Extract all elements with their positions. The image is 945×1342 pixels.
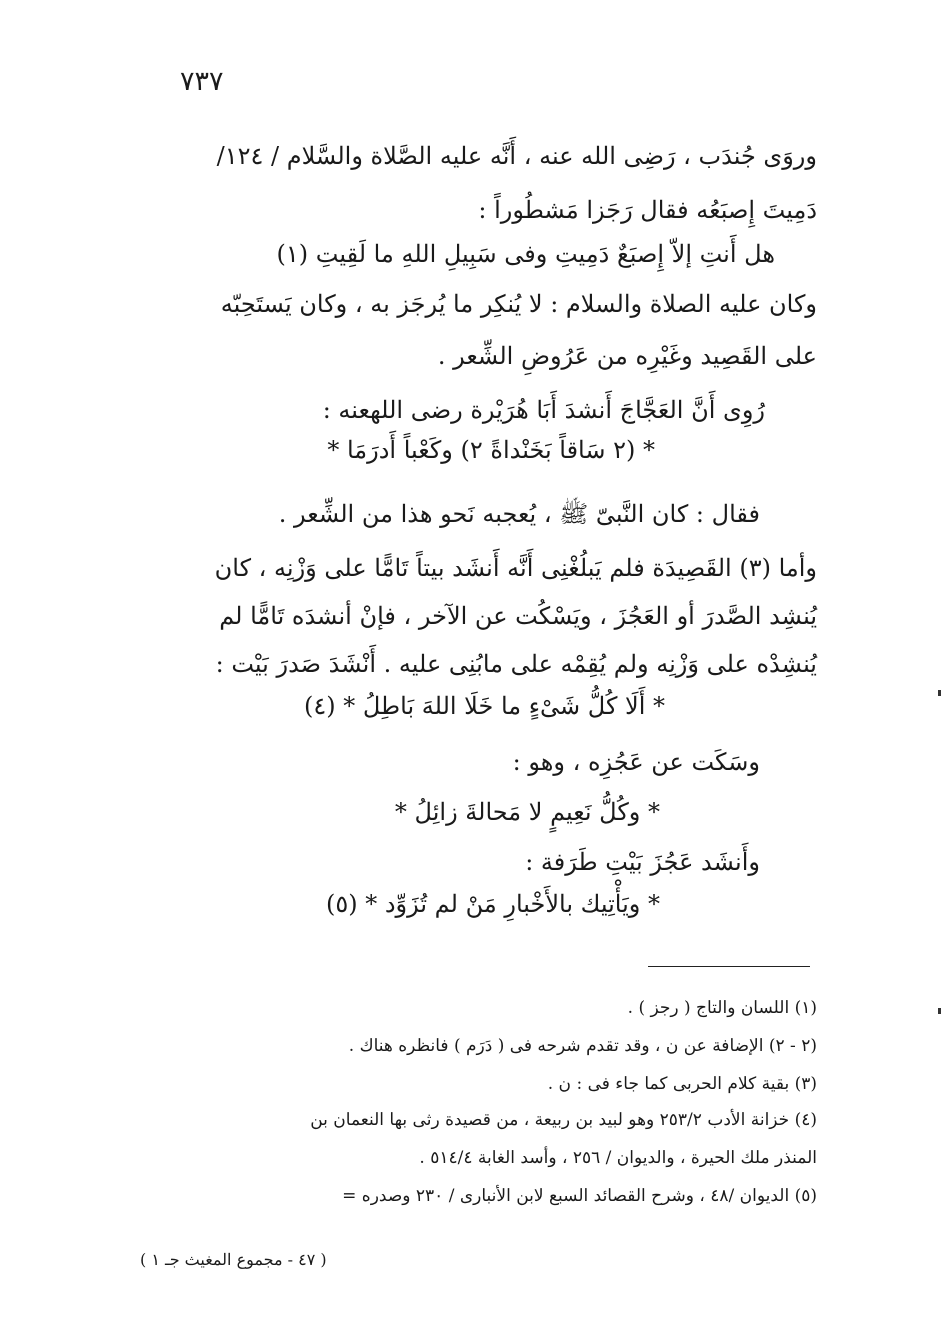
body-line: وأما (٣) القَصِيدَة فلم يَبلُغْنِى أَنَّه أَنشَد بيتاً تَامًّا على وَزْنِه ، كان (214, 554, 817, 582)
footnote: (٥) الديوان /٤٨ ، وشرح القصائد السبع لابن الأنبارى / ٢٣٠ وصدره = (342, 1186, 817, 1206)
body-line: دَمِيتَ إِصبَعُه فقال رَجَزا مَشطُوراً : (478, 196, 817, 224)
body-line: وسَكَت عن عَجُزِه ، وهو : (512, 748, 760, 776)
margin-mark (938, 690, 941, 696)
footnote: المنذر ملك الحيرة ، والديوان / ٢٥٦ ، وأسد الغابة ٥١٤/٤ . (419, 1148, 817, 1168)
footnote-separator (648, 966, 810, 967)
body-line: يُنشِد الصَّدرَ أو العَجُزَ ، ويَسْكُت عن الآخر ، فإنْ أنشدَه تَامًّا لم (219, 602, 817, 630)
body-line: وأَنشَد عَجُزَ بَيْتِ طَرَفة : (525, 848, 760, 876)
verse-line: * وكُلُّ نَعِيمٍ لا مَحالةَ زائِلُ * (394, 798, 660, 826)
verse-line: * ويَأْتِيك بالأَخْبارِ مَنْ لم تُزَوِّد * (٥) (325, 890, 660, 918)
footnote: (٢ - ٢) الإضافة عن ن ، وقد تقدم شرحه فى ( دَرَم ) فانظره هناك . (348, 1036, 817, 1056)
signature-mark: ( ٤٧ - مجموع المغيث جـ ١ ) (140, 1250, 327, 1269)
body-line: وكان عليه الصلاة والسلام : لا يُنكِر ما يُرجَز به ، وكان يَستَحِبّه (220, 290, 817, 318)
verse-line: * أَلَا كُلُّ شَىْءٍ ما خَلَا اللهَ بَاطِلُ * (٤) (303, 692, 665, 720)
footnote: (٣) بقية كلام الحربى كما جاء فى : ن . (547, 1074, 817, 1094)
page-number: ٧٣٧ (180, 66, 224, 97)
body-line: على القَصِيد وغَيْرِه من عَرُوضِ الشِّعر . (437, 342, 817, 370)
body-line: يُنشِدْه على وَزْنِه ولم يُقِمْه على مابُنِى عليه . أَنْشَدَ صَدرَ بَيْت : (215, 650, 817, 678)
verse-line: هل أَنتِ إلاّ إِصبَعٌ دَمِيتِ وفى سَبِيلِ اللهِ ما لَقِيتِ (١) (276, 240, 775, 268)
footnote: (١) اللسان والتاج ( رجز ) . (627, 998, 817, 1018)
footnote: (٤) خزانة الأدب ٢٥٣/٢ وهو لبيد بن ربيعة ، من قصيدة رثى بها النعمان بن (310, 1110, 817, 1130)
body-line: رُوِى أَنَّ العَجَّاجَ أَنشدَ أَبَا هُرَيْرة رضى اللهعنه : (322, 396, 765, 424)
margin-mark (938, 1008, 941, 1014)
body-line: وروَى جُندَب ، رَضِى الله عنه ، أَنَّه عليه الصَّلاة والسَّلام / ١٢٤/ (216, 142, 817, 170)
body-line: فقال : كان النَّبىّ ﷺ ، يُعجبه نَحو هذا من الشِّعر . (278, 500, 760, 528)
verse-line: * (٢ سَاقاً بَخَنْداةً ٢) وكَعْباً أَدرَمَا * (327, 436, 655, 464)
